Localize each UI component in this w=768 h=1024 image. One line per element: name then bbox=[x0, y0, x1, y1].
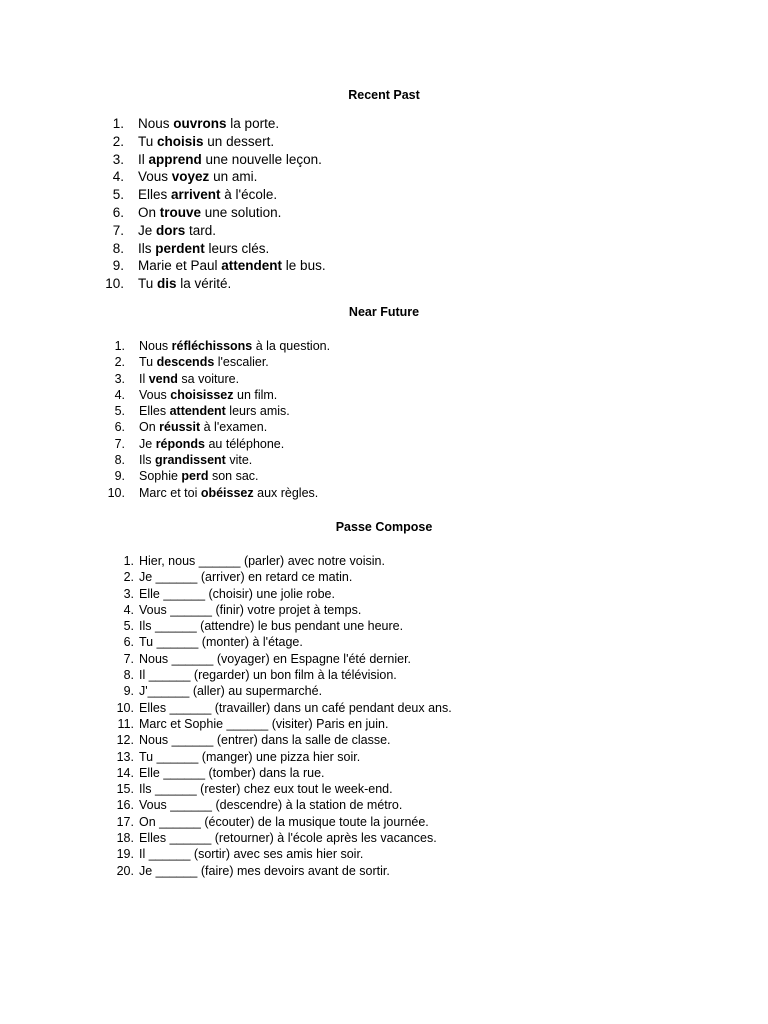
section-title-recent-past: Recent Past bbox=[348, 88, 420, 102]
worksheet-page: Recent Past 1. Nous ouvrons la porte. 2. Tu choisis un dessert. 3. Il apprend une nouvelle leçon. 4. Vous voyez un ami. 5. Elles arrivent à l'école. 6. On trouve une solution. 7. Je dors tard. 8. Ils perdent leurs clés. 9. Marie et Paul attendent le bus. 10. Tu dis la vérité. Near Future 1. Nous réfléchissons à la question. 2. Tu descends l'escalier. 3. Il vend sa voiture. 4. Vous choisissez un film. 5. Elles attendent leurs amis. 6. On réussit à l'examen. 7. Je réponds au téléphone. 8. Ils grandissent vite. 9. Sophie perd son sac. 10. Marc et toi obéissez aux règles. Passe Compose 1. Hier, nous ______ (parler) avec notre voisin. 2. Je ______ (arriver) en retard ce matin. 3. Elle ______ (choisir) une jolie robe. 4. Vous ______ (finir) votre projet à temps. 5. Ils ______ (attendre) le bus pendant une heure. 6. Tu ______ (monter) à l'étage. 7. Nous ______ (voyager) en Espagne l'été dernier. 8. Il ______ (regarder) un bon film à la télévision. 9. J'______ (aller) au supermarché. 10. Elles ______ (travailler) dans un café pendant deux ans. 11. Marc et Sophie ______ (visiter) Paris en juin. 12. Nous ______ (entrer) dans la salle de classe. 13. Tu ______ (manger) une pizza hier soir. 14. Elle ______ (tomber) dans la rue. 15. Ils ______ (rester) chez eux tout le week-end. 16. Vous ______ (descendre) à la station de métro. 17. On ______ (écouter) de la musique toute la journée. 18. Elles ______ (retourner) à l'école après les vacances. 19. Il ______ (sortir) avec ses amis hier soir. 20. Je ______ (faire) mes devoirs avant de sortir. bbox=[0, 0, 768, 1024]
section-title-near-future: Near Future bbox=[348, 305, 420, 319]
section-title-passe-compose: Passe Compose bbox=[335, 520, 433, 534]
